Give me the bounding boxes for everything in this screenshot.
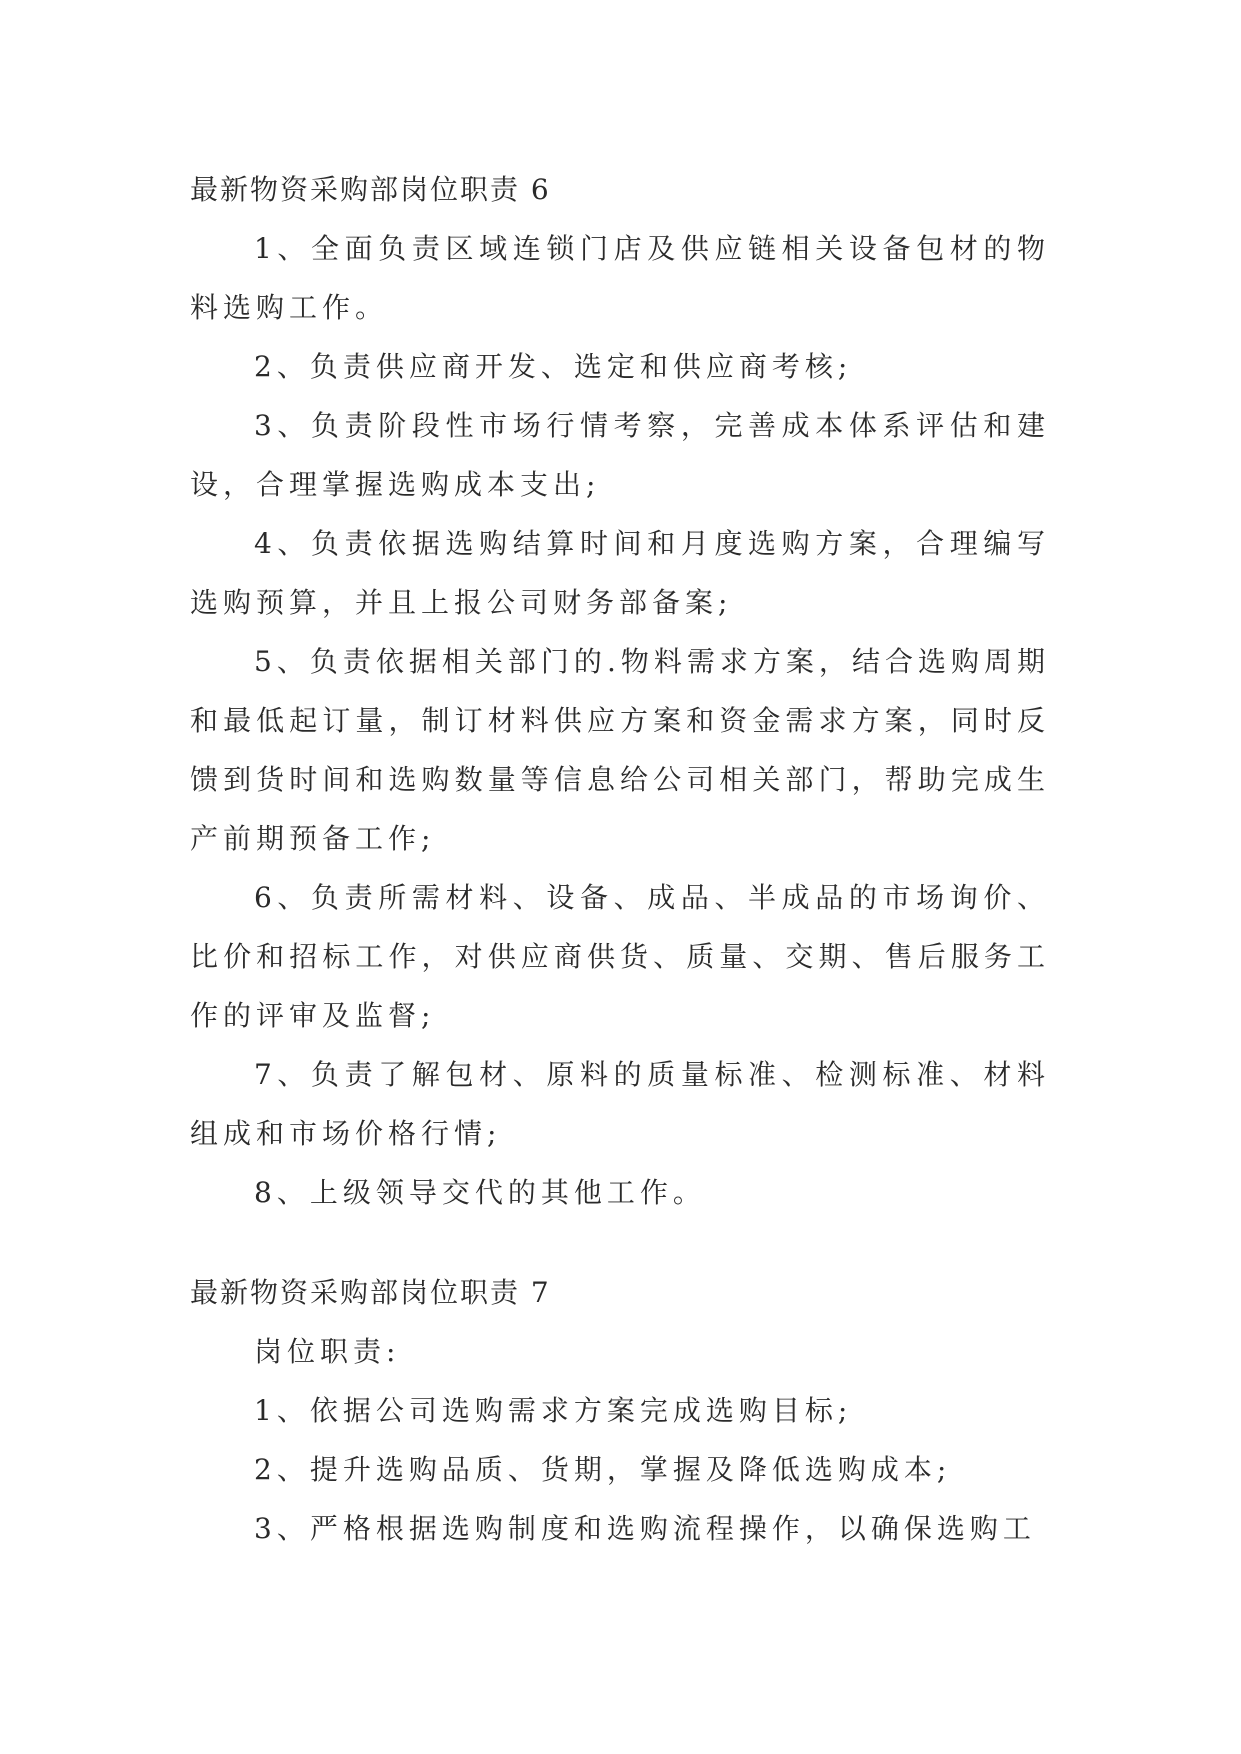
section-6-item-8: 8、上级领导交代的其他工作。 bbox=[254, 1176, 706, 1209]
section-spacer bbox=[190, 1222, 1050, 1263]
section-7-title: 最新物资采购部岗位职责 7 bbox=[190, 1276, 551, 1309]
section-6-item-7: 7、负责了解包材、原料的质量标准、检测标准、材料组成和市场价格行情; bbox=[190, 1058, 1050, 1150]
section-6-title: 最新物资采购部岗位职责 6 bbox=[190, 173, 551, 206]
document-body bbox=[190, 160, 1050, 1558]
section-6-item-2: 2、负责供应商开发、选定和供应商考核; bbox=[254, 350, 853, 383]
section-7-item-1: 1、依据公司选购需求方案完成选购目标; bbox=[254, 1394, 853, 1427]
section-7-subheading: 岗位职责: bbox=[254, 1335, 401, 1368]
section-7-item-3: 3、严格根据选购制度和选购流程操作，以确保选购工 bbox=[254, 1512, 1036, 1545]
section-6-item-5: 5、负责依据相关部门的.物料需求方案，结合选购周期和最低起订量，制订材料供应方案和资金需求方案，同时反馈到货时间和选购数量等信息给公司相关部门，帮助完成生产前期预备工作; bbox=[190, 645, 1050, 855]
section-6-item-3: 3、负责阶段性市场行情考察，完善成本体系评估和建设，合理掌握选购成本支出; bbox=[190, 409, 1050, 501]
section-6-item-6: 6、负责所需材料、设备、成品、半成品的市场询价、比价和招标工作，对供应商供货、质量、交期、售后服务工作的评审及监督; bbox=[190, 881, 1050, 1032]
section-6-item-4: 4、负责依据选购结算时间和月度选购方案，合理编写选购预算，并且上报公司财务部备案; bbox=[190, 527, 1050, 619]
section-6-item-1: 1、全面负责区域连锁门店及供应链相关设备包材的物料选购工作。 bbox=[190, 232, 1050, 324]
section-7-item-2: 2、提升选购品质、货期，掌握及降低选购成本; bbox=[254, 1453, 952, 1486]
